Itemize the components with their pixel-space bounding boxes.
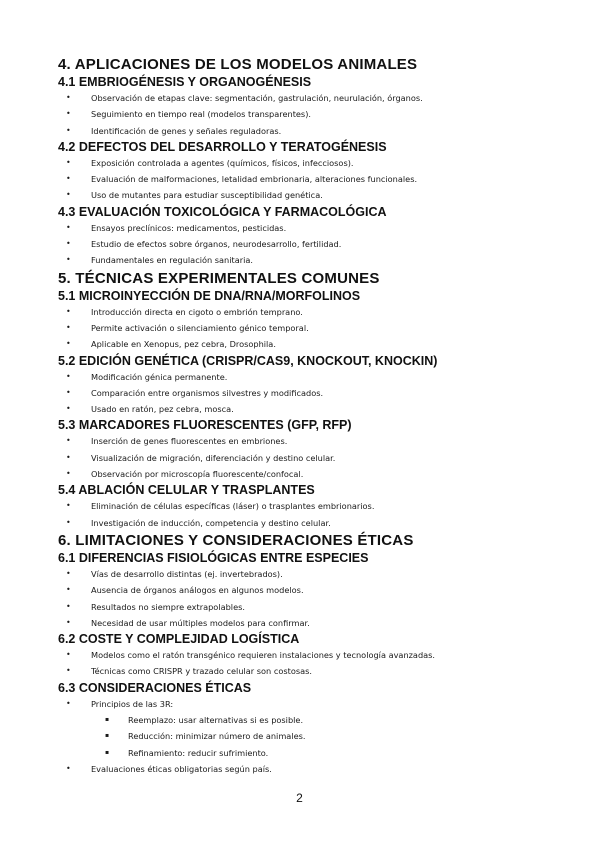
section-heading: 5. TÉCNICAS EXPERIMENTALES COMUNES [58,269,380,287]
bullet-item: • Modelos como el ratón transgénico requieren instalaciones y tecnología avanzadas. [58,647,558,663]
bullet-item: • Técnicas como CRISPR y trazado celular son costosas. [58,663,558,679]
subsection-heading: 5.3 MARCADORES FLUORESCENTES (GFP, RFP) [58,418,352,433]
bullet-item: • Fundamentales en regulación sanitaria. [58,252,558,268]
bullet-item: • Uso de mutantes para estudiar susceptibilidad genética. [58,187,558,203]
bullet-item: • Exposición controlada a agentes (químicos, físicos, infecciosos). [58,155,558,171]
bullet-item: • Observación por microscopía fluorescente/confocal. [58,466,558,482]
bullet-item: • Eliminación de células específicas (láser) o trasplantes embrionarios. [58,498,558,514]
subsection-heading: 5.1 MICROINYECCIÓN DE DNA/RNA/MORFOLINOS [58,288,361,303]
sub-bullet-item: ▪ Refinamiento: reducir sufrimiento. [58,745,558,761]
bullet-item: • Observación de etapas clave: segmentación, gastrulación, neurulación, órganos. [58,90,558,106]
subsection-heading: 6.2 COSTE Y COMPLEJIDAD LOGÍSTICA [58,632,300,647]
bullet-item: • Inserción de genes fluorescentes en embriones. [58,433,558,449]
sub-bullet-item: ▪ Reducción: minimizar número de animales. [58,728,558,744]
subsection-heading: 5.4 ABLACIÓN CELULAR Y TRASPLANTES [58,483,315,498]
bullet-item: • Ausencia de órganos análogos en algunos modelos. [58,582,558,598]
bullet-item: • Visualización de migración, diferenciación y destino celular. [58,450,558,466]
bullet-item: • Introducción directa en cigoto o embrión temprano. [58,304,558,320]
bullet-item: • Necesidad de usar múltiples modelos para confirmar. [58,615,558,631]
bullet-item: • Usado en ratón, pez cebra, mosca. [58,401,558,417]
bullet-item: • Ensayos preclínicos: medicamentos, pesticidas. [58,220,558,236]
bullet-item: • Estudio de efectos sobre órganos, neurodesarrollo, fertilidad. [58,236,558,252]
bullet-item: • Evaluaciones éticas obligatorias según país. [58,761,558,777]
document-body [58,56,558,777]
page-number: 2 [296,791,303,805]
subsection-heading: 4.3 EVALUACIÓN TOXICOLÓGICA Y FARMACOLÓGICA [58,204,387,219]
bullet-item: • Permite activación o silenciamiento génico temporal. [58,320,558,336]
bullet-item: • Aplicable en Xenopus, pez cebra, Drosophila. [58,336,558,352]
subsection-heading: 6.3 CONSIDERACIONES ÉTICAS [58,680,252,695]
subsection-heading: 5.2 EDICIÓN GENÉTICA (CRISPR/CAS9, KNOCKOUT, KNOCKIN) [58,353,438,368]
bullet-item: • Seguimiento en tiempo real (modelos transparentes). [58,106,558,122]
subsection-heading: 4.1 EMBRIOGÉNESIS Y ORGANOGÉNESIS [58,75,312,89]
bullet-item: • Principios de las 3R: [58,696,558,712]
section-heading: 6. LIMITACIONES Y CONSIDERACIONES ÉTICAS [58,531,414,549]
bullet-item: • Evaluación de malformaciones, letalidad embrionaria, alteraciones funcionales. [58,171,558,187]
subsection-heading: 4.2 DEFECTOS DEL DESARROLLO Y TERATOGÉNESIS [58,139,387,154]
bullet-item: • Investigación de inducción, competencia y destino celular. [58,515,558,531]
bullet-item: • Resultados no siempre extrapolables. [58,599,558,615]
bullet-item: • Vías de desarrollo distintas (ej. invertebrados). [58,566,558,582]
sub-bullet-item: ▪ Reemplazo: usar alternativas si es posible. [58,712,558,728]
bullet-item: • Modificación génica permanente. [58,369,558,385]
subsection-heading: 6.1 DIFERENCIAS FISIOLÓGICAS ENTRE ESPECIES [58,550,369,565]
bullet-item: • Comparación entre organismos silvestres y modificados. [58,385,558,401]
bullet-item: • Identificación de genes y señales reguladoras. [58,123,558,139]
section-heading: 4. APLICACIONES DE LOS MODELOS ANIMALES [58,56,418,73]
